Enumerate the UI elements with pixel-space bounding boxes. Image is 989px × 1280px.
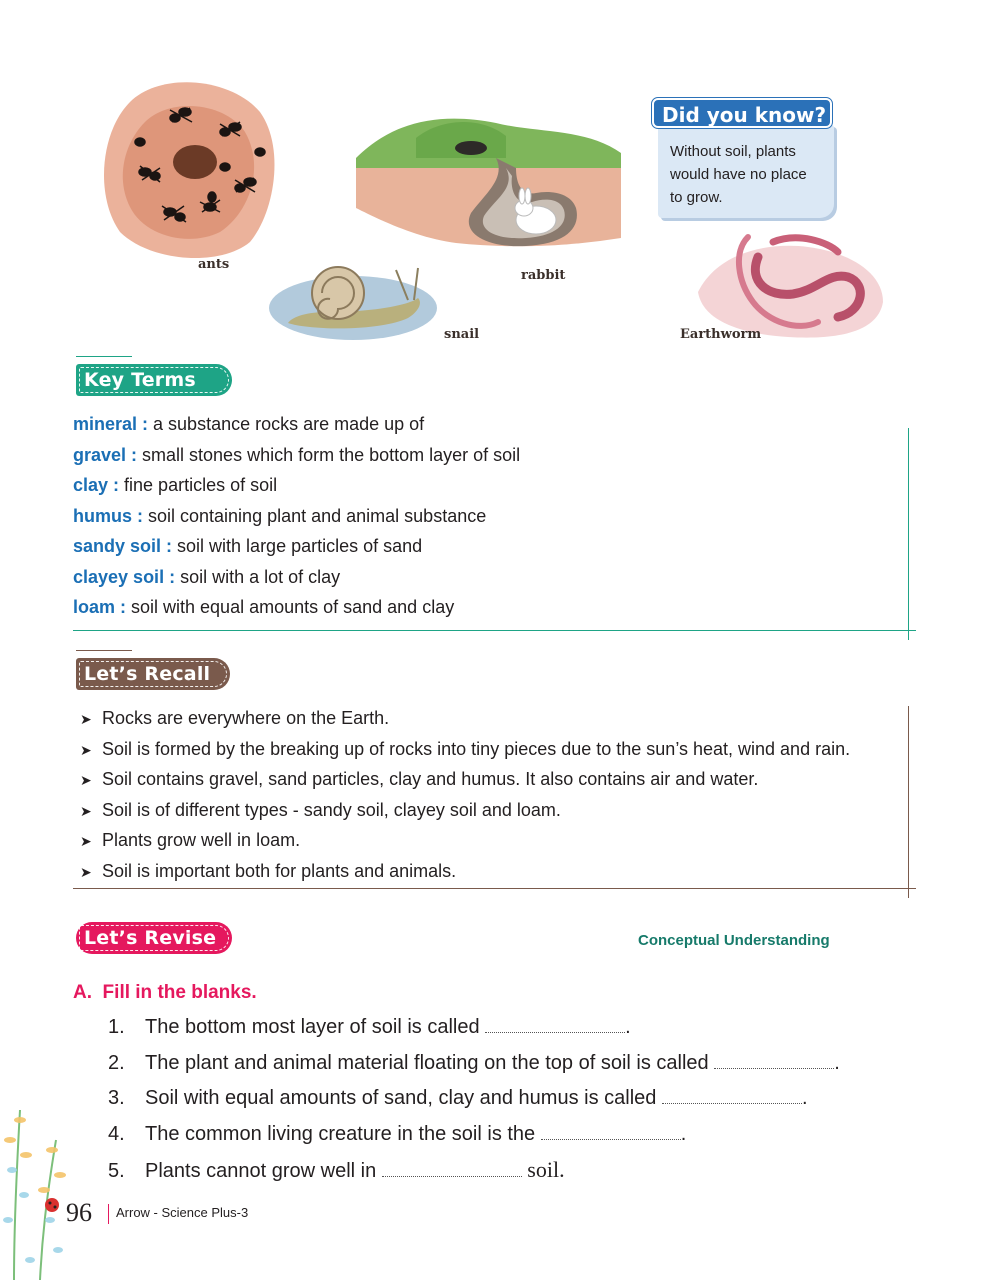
question-number: 2. <box>108 1051 125 1074</box>
key-term-item <box>73 440 520 471</box>
arrow-bullet-icon: ➤ <box>80 741 92 758</box>
recall-item <box>80 856 850 887</box>
did-you-know-line: to grow. <box>670 189 723 206</box>
key-term-word: clay : <box>73 475 120 495</box>
arrow-bullet-icon: ➤ <box>80 833 92 849</box>
recall-list <box>80 703 850 886</box>
question-number: 4. <box>108 1122 125 1145</box>
key-term-item <box>73 592 520 623</box>
recall-text: Soil is of different types - sandy soil, clayey soil and loam. <box>102 799 561 820</box>
key-term-word: sandy soil : <box>73 536 173 556</box>
question-tail: . <box>834 1051 840 1074</box>
fill-blanks-list <box>108 1010 840 1188</box>
question-number: 1. <box>108 1016 125 1038</box>
did-you-know-title: Did you know? <box>652 98 832 128</box>
answer-blank[interactable] <box>541 1125 681 1140</box>
did-you-know-text <box>670 140 830 209</box>
question-number: 5. <box>108 1160 125 1182</box>
question-text: The common living creature in the soil is the <box>145 1122 541 1145</box>
earthworm-illustration <box>688 222 888 342</box>
arrow-bullet-icon: ➤ <box>80 772 92 788</box>
snail-caption: snail <box>444 327 480 342</box>
key-term-definition: soil with equal amounts of sand and clay <box>126 597 455 617</box>
key-term-definition: a substance rocks are made up of <box>148 414 425 434</box>
arrow-bullet-icon: ➤ <box>80 802 92 819</box>
ants-caption: ants <box>198 257 230 272</box>
question-number: 3. <box>108 1087 125 1109</box>
key-term-item <box>73 531 520 562</box>
key-term-word: mineral : <box>73 414 149 434</box>
key-term-definition: soil with a lot of clay <box>175 566 341 587</box>
question-item <box>108 1046 840 1082</box>
snail-illustration <box>268 248 438 343</box>
recall-top-rule <box>76 650 132 651</box>
recall-text: Soil is important both for plants and animals. <box>102 860 457 881</box>
arrow-bullet-icon: ➤ <box>80 863 92 880</box>
answer-blank[interactable] <box>382 1162 522 1177</box>
lets-revise-heading: Let’s Revise <box>76 922 232 954</box>
key-term-word: humus : <box>73 505 143 526</box>
key-terms-side-rule <box>908 428 909 640</box>
recall-item <box>80 795 850 826</box>
key-term-item <box>73 501 520 532</box>
fill-blanks-heading: A. Fill in the blanks. <box>73 982 257 1003</box>
recall-text: Soil is formed by the breaking up of rocks into tiny pieces due to the sun’s heat, wind and rain. <box>102 738 851 759</box>
answer-blank[interactable] <box>714 1054 834 1069</box>
ants-illustration <box>100 72 280 262</box>
recall-text: Rocks are everywhere on the Earth. <box>102 708 390 728</box>
lets-recall-heading: Let’s Recall <box>76 658 230 690</box>
conceptual-understanding-label: Conceptual Understanding <box>638 932 830 949</box>
recall-item <box>80 734 850 765</box>
question-text: The plant and animal material floating on the top of soil is called <box>145 1051 715 1074</box>
did-you-know-line: Without soil, plants <box>670 143 796 160</box>
footer-divider <box>108 1204 109 1224</box>
question-text: The bottom most layer of soil is called <box>145 1016 486 1038</box>
key-terms-heading: Key Terms <box>76 364 232 396</box>
key-term-definition: small stones which form the bottom layer of soil <box>137 444 521 465</box>
key-term-word: clayey soil : <box>73 566 176 587</box>
recall-bottom-rule <box>73 888 916 889</box>
key-term-definition: soil with large particles of sand <box>172 536 423 556</box>
earthworm-caption: Earthworm <box>680 327 762 342</box>
question-item <box>108 1010 840 1046</box>
question-tail: . <box>625 1016 631 1038</box>
question-item <box>108 1081 840 1117</box>
recall-text: Soil contains gravel, sand particles, clay and humus. It also contains air and water. <box>102 769 759 789</box>
recall-item <box>80 764 850 795</box>
key-term-item <box>73 562 520 593</box>
answer-blank[interactable] <box>662 1089 802 1104</box>
recall-text: Plants grow well in loam. <box>102 830 301 850</box>
question-text: Plants cannot grow well in <box>145 1160 382 1182</box>
floral-corner-decoration <box>0 1100 72 1280</box>
key-terms-list <box>73 409 520 623</box>
question-item <box>108 1152 840 1188</box>
recall-item <box>80 703 850 734</box>
question-text: Soil with equal amounts of sand, clay and humus is called <box>145 1087 662 1109</box>
question-item <box>108 1117 840 1153</box>
question-tail: . <box>801 1087 808 1109</box>
did-you-know-line: would have no place <box>670 166 807 183</box>
key-term-item <box>73 470 520 501</box>
key-term-item <box>73 409 520 440</box>
key-term-word: loam : <box>73 597 127 617</box>
question-tail: . <box>680 1122 687 1145</box>
rabbit-caption: rabbit <box>521 268 566 283</box>
answer-blank[interactable] <box>485 1018 625 1033</box>
rabbit-burrow-illustration <box>356 98 626 258</box>
key-term-word: gravel : <box>73 444 138 465</box>
recall-side-rule <box>908 706 909 898</box>
key-terms-top-rule <box>76 356 132 357</box>
page-number: 96 <box>66 1198 92 1227</box>
book-title: Arrow - Science Plus-3 <box>116 1205 249 1220</box>
question-tail: soil. <box>521 1157 565 1182</box>
key-terms-bottom-rule <box>73 630 916 631</box>
key-term-definition: soil containing plant and animal substance <box>143 505 487 526</box>
key-term-definition: fine particles of soil <box>119 475 278 495</box>
arrow-bullet-icon: ➤ <box>80 711 92 727</box>
recall-item <box>80 825 850 856</box>
